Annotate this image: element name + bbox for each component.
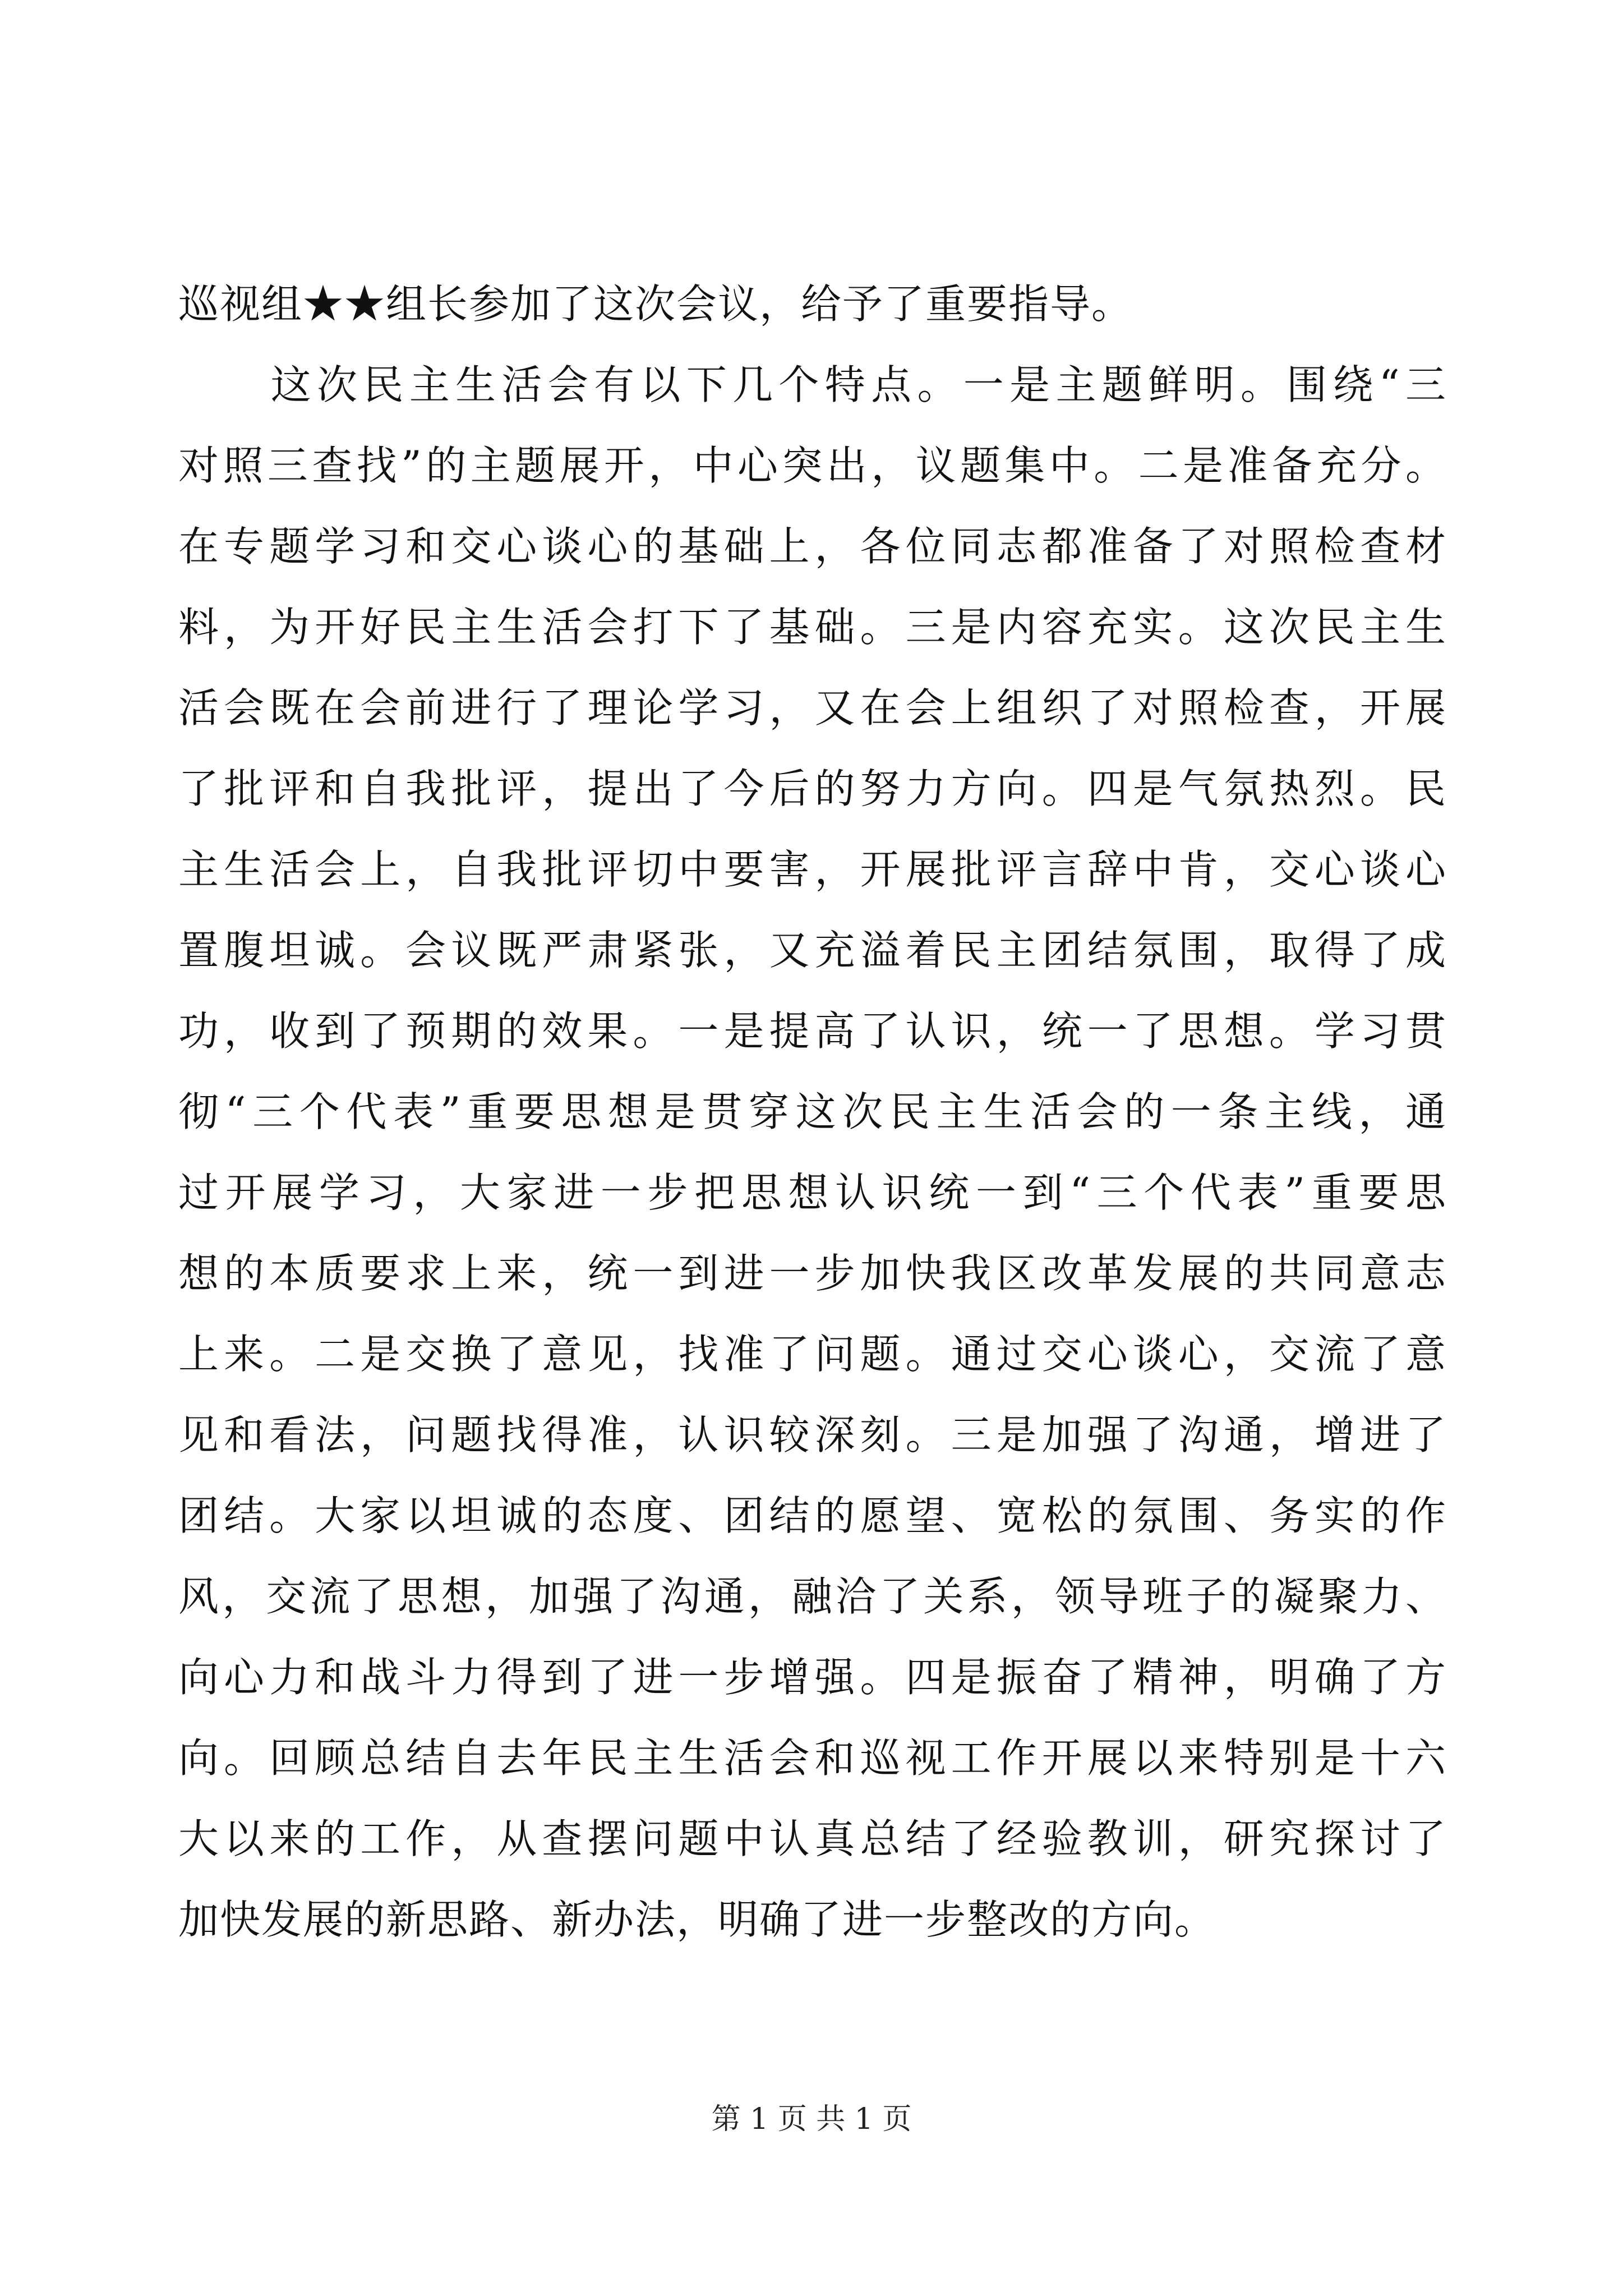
text-line: 主生活会上，自我批评切中要害，开展批评言辞中肯，交心谈心 xyxy=(178,846,1447,893)
text-line: 置腹坦诚。会议既严肃紧张，又充溢着民主团结氛围，取得了成 xyxy=(178,927,1447,974)
text-line: 团结。大家以坦诚的态度、团结的愿望、宽松的氛围、务实的作 xyxy=(178,1492,1447,1539)
text-line: 想的本质要求上来，统一到进一步加快我区改革发展的共同意志 xyxy=(178,1250,1447,1297)
text-line: 功，收到了预期的效果。一是提高了认识，统一了思想。学习贯 xyxy=(178,1007,1447,1055)
text-line: 上来。二是交换了意见，找准了问题。通过交心谈心，交流了意 xyxy=(178,1331,1447,1378)
text-line: 过开展学习，大家进一步把思想认识统一到“三个代表”重要思 xyxy=(178,1169,1447,1216)
text-line: 见和看法，问题找得准，认识较深刻。三是加强了沟通，增进了 xyxy=(178,1411,1447,1458)
text-line: 在专题学习和交心谈心的基础上，各位同志都准备了对照检查材 xyxy=(178,523,1447,570)
text-line: 料，为开好民主生活会打下了基础。三是内容充实。这次民主生 xyxy=(178,604,1447,651)
text-line: 向。回顾总结自去年民主生活会和巡视工作开展以来特别是十六 xyxy=(178,1734,1447,1782)
text-line: 大以来的工作，从查摆问题中认真总结了经验教训，研究探讨了 xyxy=(178,1815,1447,1862)
text-line: 向心力和战斗力得到了进一步增强。四是振奋了精神，明确了方 xyxy=(178,1654,1447,1701)
text-line: 对照三查找”的主题展开，中心突出，议题集中。二是准备充分。 xyxy=(178,442,1447,489)
text-line: 风，交流了思想，加强了沟通，融洽了关系，领导班子的凝聚力、 xyxy=(178,1573,1447,1620)
text-line: 加快发展的新思路、新办法，明确了进一步整改的方向。 xyxy=(178,1896,1216,1943)
text-line: 这次民主生活会有以下几个特点。一是主题鲜明。围绕“三 xyxy=(178,361,1447,408)
body-text xyxy=(178,264,1447,1960)
text-line: 了批评和自我批评，提出了今后的努力方向。四是气氛热烈。民 xyxy=(178,765,1447,812)
text-line: 巡视组★★组长参加了这次会议，给予了重要指导。 xyxy=(178,280,1133,328)
page-number-footer: 第 1 页 共 1 页 xyxy=(711,2102,912,2136)
text-line: 彻“三个代表”重要思想是贯穿这次民主生活会的一条主线，通 xyxy=(178,1088,1447,1135)
text-line: 活会既在会前进行了理论学习，又在会上组织了对照检查，开展 xyxy=(178,684,1447,731)
